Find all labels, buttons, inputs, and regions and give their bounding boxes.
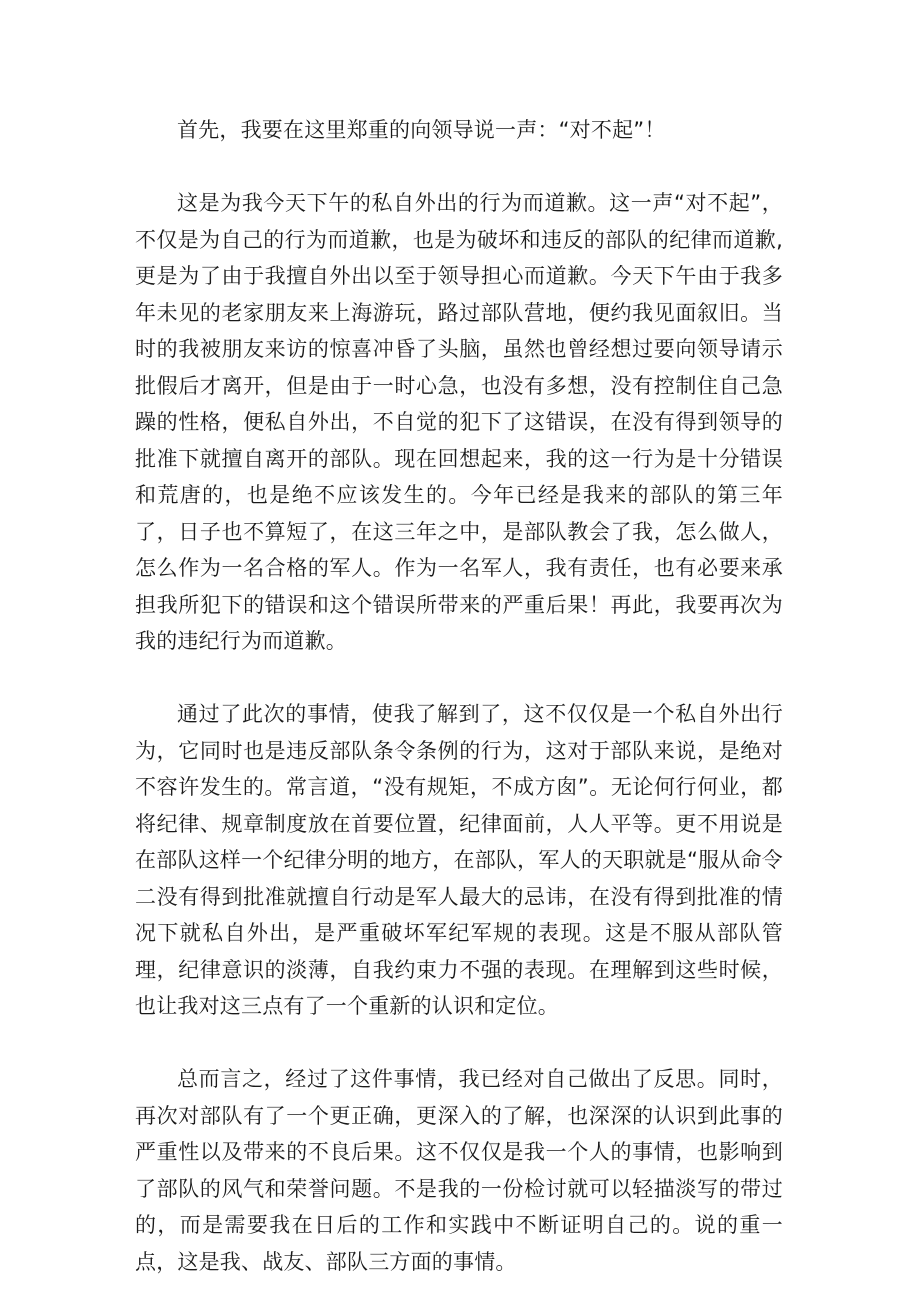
paragraph-apology-opening: 首先，我要在这里郑重的向领导说一声：“对不起”！: [177, 118, 666, 142]
document-body: [135, 112, 783, 1280]
paragraph-conclusion: 总而言之，经过了这件事情，我已经对自己做出了反思。同时，再次对部队有了一个更正确，更深入的了解，也深深的认识到此事的严重性以及带来的不良后果。这不仅仅是我一个人的事情，也影响到了部队的风气和荣誉问题。不是我的一份检讨就可以轻描淡写的带过的，而是需要我在日后的工作和实践中不断证明自己的。说的重一点，这是我、战友、部队三方面的事情。: [135, 1067, 783, 1274]
paragraph-discipline-reflection: 通过了此次的事情，使我了解到了，这不仅仅是一个私自外出行为，它同时也是违反部队条令条例的行为，这对于部队来说，是绝对不容许发生的。常言道，“没有规矩，不成方囱”。无论何行何业，都将纪律、规章制度放在首要位置，纪律面前，人人平等。更不用说是在部队这样一个纪律分明的地方，在部队，军人的天职就是“服从命令二没有得到批准就擅自行动是军人最大的忌讳，在没有得到批准的情况下就私自外出，是严重破坏军纪军规的表现。这是不服从部队管理，纪律意识的淡薄，自我约束力不强的表现。在理解到这些时候，也让我对这三点有了一个重新的认识和定位。: [135, 702, 783, 1018]
paragraph-apology-reason: 这是为我今天下午的私自外出的行为而道歉。这一声“对不起”，不仅是为自己的行为而道歉，也是为破坏和违反的部队的纪律而道歉,更是为了由于我擅自外出以至于领导担心而道歉。今天下午由于我多年未见的老家朋友来上海游玩，路过部队营地，便约我见面叙旧。当时的我被朋友来访的惊喜冲昏了头脑，虽然也曾经想过要向领导请示批假后才离开，但是由于一时心急，也没有多想，没有控制住自己急躁的性格，便私自外出，不自觉的犯下了这错误，在没有得到领导的批准下就擅自离开的部队。现在回想起来，我的这一行为是十分错误和荒唐的，也是绝不应该发生的。今年已经是我来的部队的第三年了，日子也不算短了，在这三年之中，是部队教会了我，怎么做人，怎么作为一名合格的军人。作为一名军人，我有责任，也有必要来承担我所犯下的错误和这个错误所带来的严重后果！再此，我要再次为我的违纪行为而道歉。: [135, 191, 783, 653]
